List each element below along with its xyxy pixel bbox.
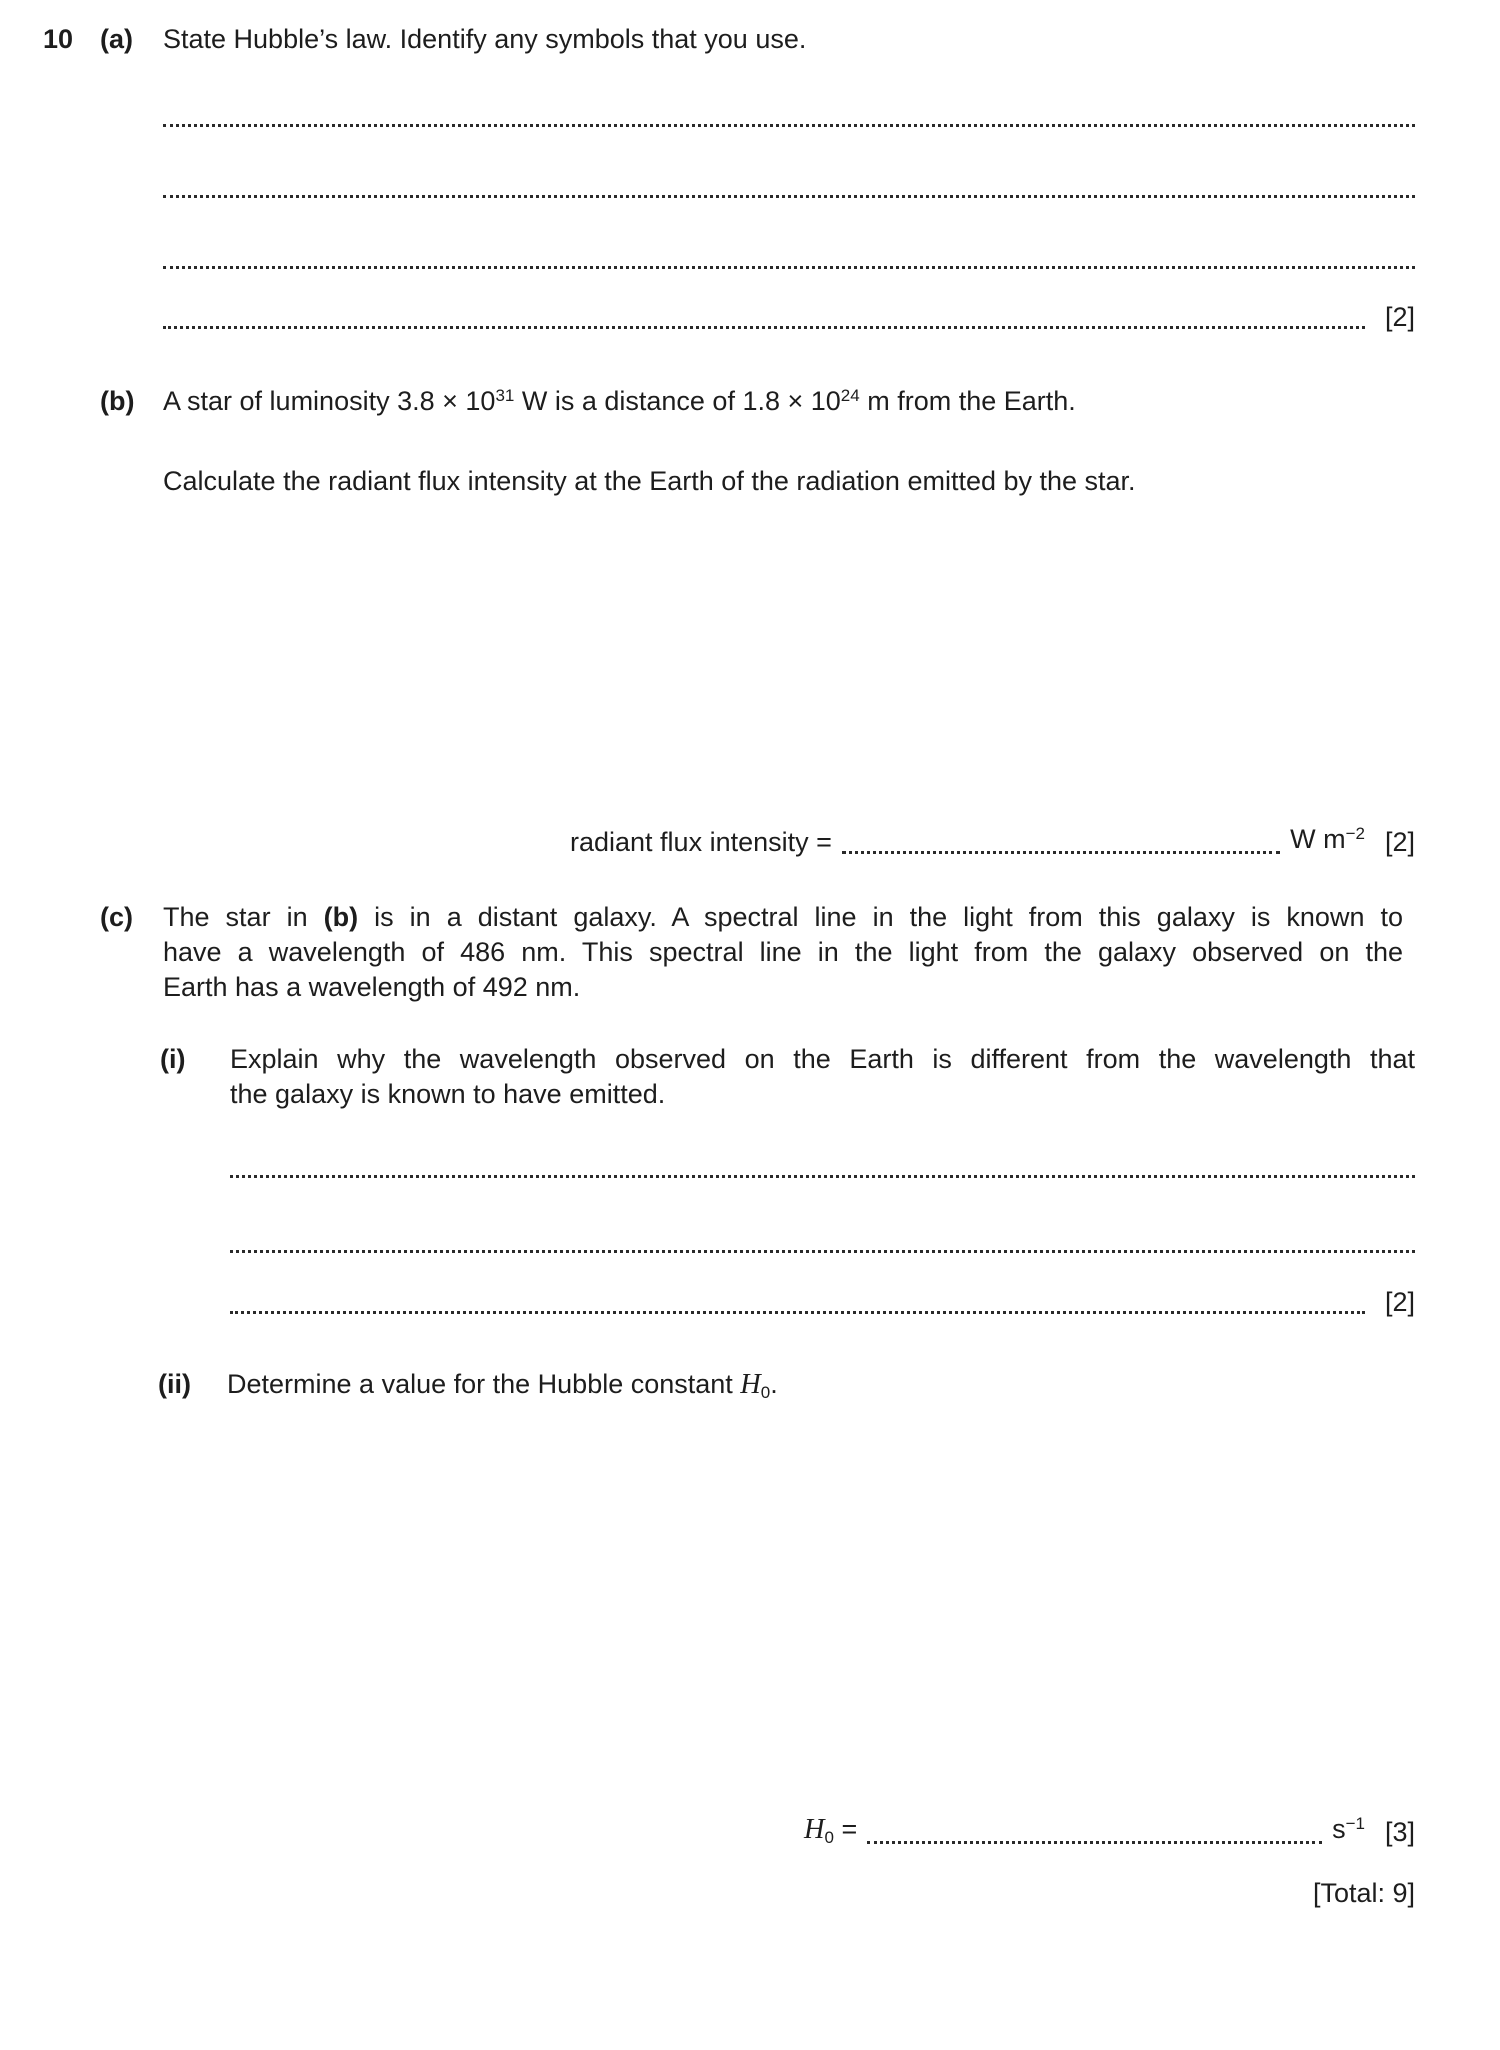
part-b-text-3: m from the Earth. xyxy=(859,386,1076,416)
part-c-ii-label: (ii) xyxy=(158,1369,191,1399)
part-c-i-marks: [2] xyxy=(1384,1287,1415,1317)
unit-base: W m xyxy=(1290,824,1346,854)
part-c-ii-answer-unit xyxy=(1332,1812,1365,1850)
exponent-24: 24 xyxy=(840,385,860,405)
hubble-constant-subscript: 0 xyxy=(824,1827,834,1847)
part-b-label: (b) xyxy=(100,386,135,416)
part-c-i-prompt xyxy=(230,1042,1415,1112)
part-c-line-1 xyxy=(163,900,1403,935)
unit-exponent: −2 xyxy=(1345,823,1365,843)
part-c-label: (c) xyxy=(100,902,133,932)
answer-line xyxy=(163,326,1365,329)
part-c-text: is in a distant galaxy. A spectral line in the light from this galaxy is known to xyxy=(358,902,1403,932)
answer-line xyxy=(230,1228,1415,1253)
part-b-text-2: W is a distance of 1.8 × 10 xyxy=(514,386,841,416)
part-c-i-label: (i) xyxy=(160,1044,186,1074)
part-c-ii-answer-row xyxy=(804,1810,1415,1850)
answer-line xyxy=(163,102,1415,127)
part-c-ii-text: Determine a value for the Hubble constant xyxy=(227,1369,741,1399)
part-c-text: The star in xyxy=(163,902,324,932)
part-c-statement xyxy=(163,900,1403,1005)
part-c-i-prompt-line-1: Explain why the wavelength observed on the Earth is different from the wavelength that xyxy=(230,1044,1415,1074)
hubble-constant-symbol: H xyxy=(740,1369,761,1400)
part-b-answer-label: radiant flux intensity = xyxy=(570,827,832,857)
part-b-instruction: Calculate the radiant flux intensity at the Earth of the radiation emitted by the star. xyxy=(163,466,1136,496)
hubble-constant-subscript: 0 xyxy=(760,1382,771,1402)
unit-exponent: −1 xyxy=(1345,1813,1365,1833)
answer-line xyxy=(230,1311,1365,1314)
part-c-i-prompt-line-2: the galaxy is known to have emitted. xyxy=(230,1079,666,1109)
part-a-label: (a) xyxy=(100,24,133,54)
part-c-ii-answer-label xyxy=(804,1812,857,1850)
answer-line-with-marks xyxy=(230,1287,1415,1320)
answer-line-with-marks xyxy=(163,302,1415,335)
answer-line xyxy=(230,1153,1415,1178)
part-c-ii-prompt xyxy=(227,1367,1412,1405)
answer-line xyxy=(867,1841,1322,1844)
total-marks: [Total: 9] xyxy=(1312,1878,1415,1908)
question-number: 10 xyxy=(43,24,74,54)
hubble-constant-symbol: H xyxy=(804,1814,825,1845)
part-a-marks: [2] xyxy=(1384,302,1415,332)
unit-base: s xyxy=(1332,1814,1346,1844)
part-b-answer-row xyxy=(570,820,1415,860)
part-c-ii-text-end: . xyxy=(770,1369,778,1399)
part-b-text-1: A star of luminosity 3.8 × 10 xyxy=(163,386,496,416)
part-c-ii-marks: [3] xyxy=(1384,1817,1415,1847)
part-c-line-2: have a wavelength of 486 nm. This spectral line in the light from the galaxy observed on the xyxy=(163,937,1403,967)
exponent-31: 31 xyxy=(495,385,515,405)
part-a-prompt: State Hubble’s law. Identify any symbols that you use. xyxy=(163,24,807,54)
answer-line xyxy=(163,244,1415,269)
part-b-marks: [2] xyxy=(1384,827,1415,857)
part-c-bold-ref: (b) xyxy=(323,902,359,932)
answer-line xyxy=(842,851,1280,854)
equals-sign: = xyxy=(841,1814,858,1844)
answer-line xyxy=(163,173,1415,198)
part-b-statement xyxy=(163,384,1453,422)
part-b-answer-unit xyxy=(1290,822,1365,860)
part-c-line-3: Earth has a wavelength of 492 nm. xyxy=(163,972,581,1002)
